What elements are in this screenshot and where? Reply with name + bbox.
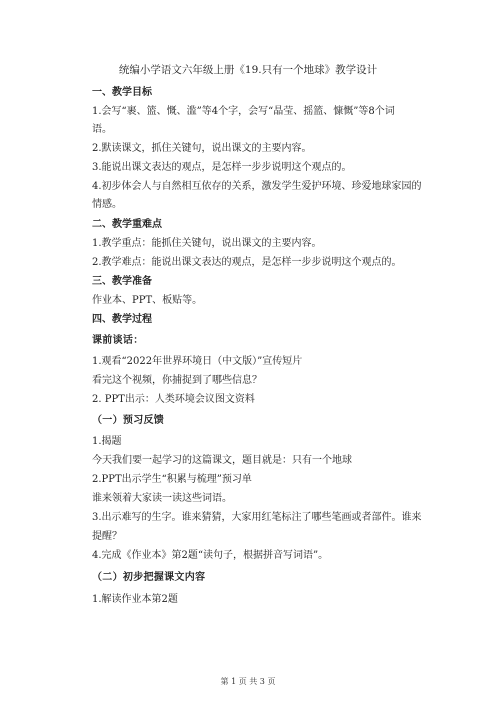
paragraph-line: 4.完成《作业本》第2题“读句子，根据拼音写词语”。 — [92, 550, 329, 561]
paragraph-line: 1.教学重点：能抓住关键句，说出课文的主要内容。 — [92, 238, 322, 249]
section-heading-process: 四、教学过程 — [92, 314, 152, 325]
page-footer: 第 1 页 共 3 页 — [220, 677, 276, 686]
subheading-grasp-content: （二）初步把握课文内容 — [92, 572, 206, 583]
paragraph-line: 4.初步体会人与自然相互依存的关系，激发学生爱护环境、珍爱地球家园的 — [92, 181, 422, 192]
section-heading-key-points: 二、教学重难点 — [92, 219, 162, 230]
paragraph-line: 3.出示难写的生字。谁来猜猜，大家用红笔标注了哪些笔画或者部件。谁来 — [92, 512, 422, 523]
document-title: 统编小学语文六年级上册《19.只有一个地球》教学设计 — [118, 64, 378, 76]
paragraph-line: 3.能说出课文表达的观点，是怎样一步步说明这个观点的。 — [92, 162, 352, 173]
paragraph-line: 提醒？ — [92, 531, 122, 542]
paragraph-line: 2.PPT出示学生“积累与梳理”预习单 — [92, 474, 252, 485]
paragraph-line: 2. PPT出示：人类环境会议图文资料 — [92, 394, 255, 405]
paragraph-line: 语。 — [92, 124, 112, 135]
paragraph-line: 谁来领着大家读一读这些词语。 — [92, 493, 232, 504]
paragraph-line: 1.揭题 — [92, 436, 122, 447]
paragraph-line: 2.教学难点：能说出课文表达的观点，是怎样一步步说明这个观点的。 — [92, 257, 402, 268]
paragraph-line: 今天我们要一起学习的这篇课文，题目就是：只有一个地球 — [92, 455, 352, 466]
paragraph-line: 1.解读作业本第2题 — [92, 594, 178, 605]
paragraph-line: 看完这个视频，你捕捉到了哪些信息？ — [92, 375, 262, 386]
paragraph-line: 情感。 — [92, 199, 122, 210]
paragraph-line: 作业本、PPT、板贴等。 — [92, 295, 203, 306]
paragraph-line: 1.会写“裹、篮、慨、滥”等4个字，会写“晶莹、摇篮、慷慨”等8个词 — [92, 106, 395, 117]
section-heading-objectives: 一、教学目标 — [92, 87, 152, 98]
subheading-pre-class-talk: 课前谈话： — [92, 335, 144, 346]
paragraph-line: 1.观看“2022年世界环境日（中文版）”宣传短片 — [92, 356, 303, 367]
paragraph-line: 2.默读课文，抓住关键句，说出课文的主要内容。 — [92, 143, 312, 154]
subheading-preview-feedback: （一）预习反馈 — [92, 415, 165, 426]
section-heading-preparation: 三、教学准备 — [92, 276, 152, 287]
